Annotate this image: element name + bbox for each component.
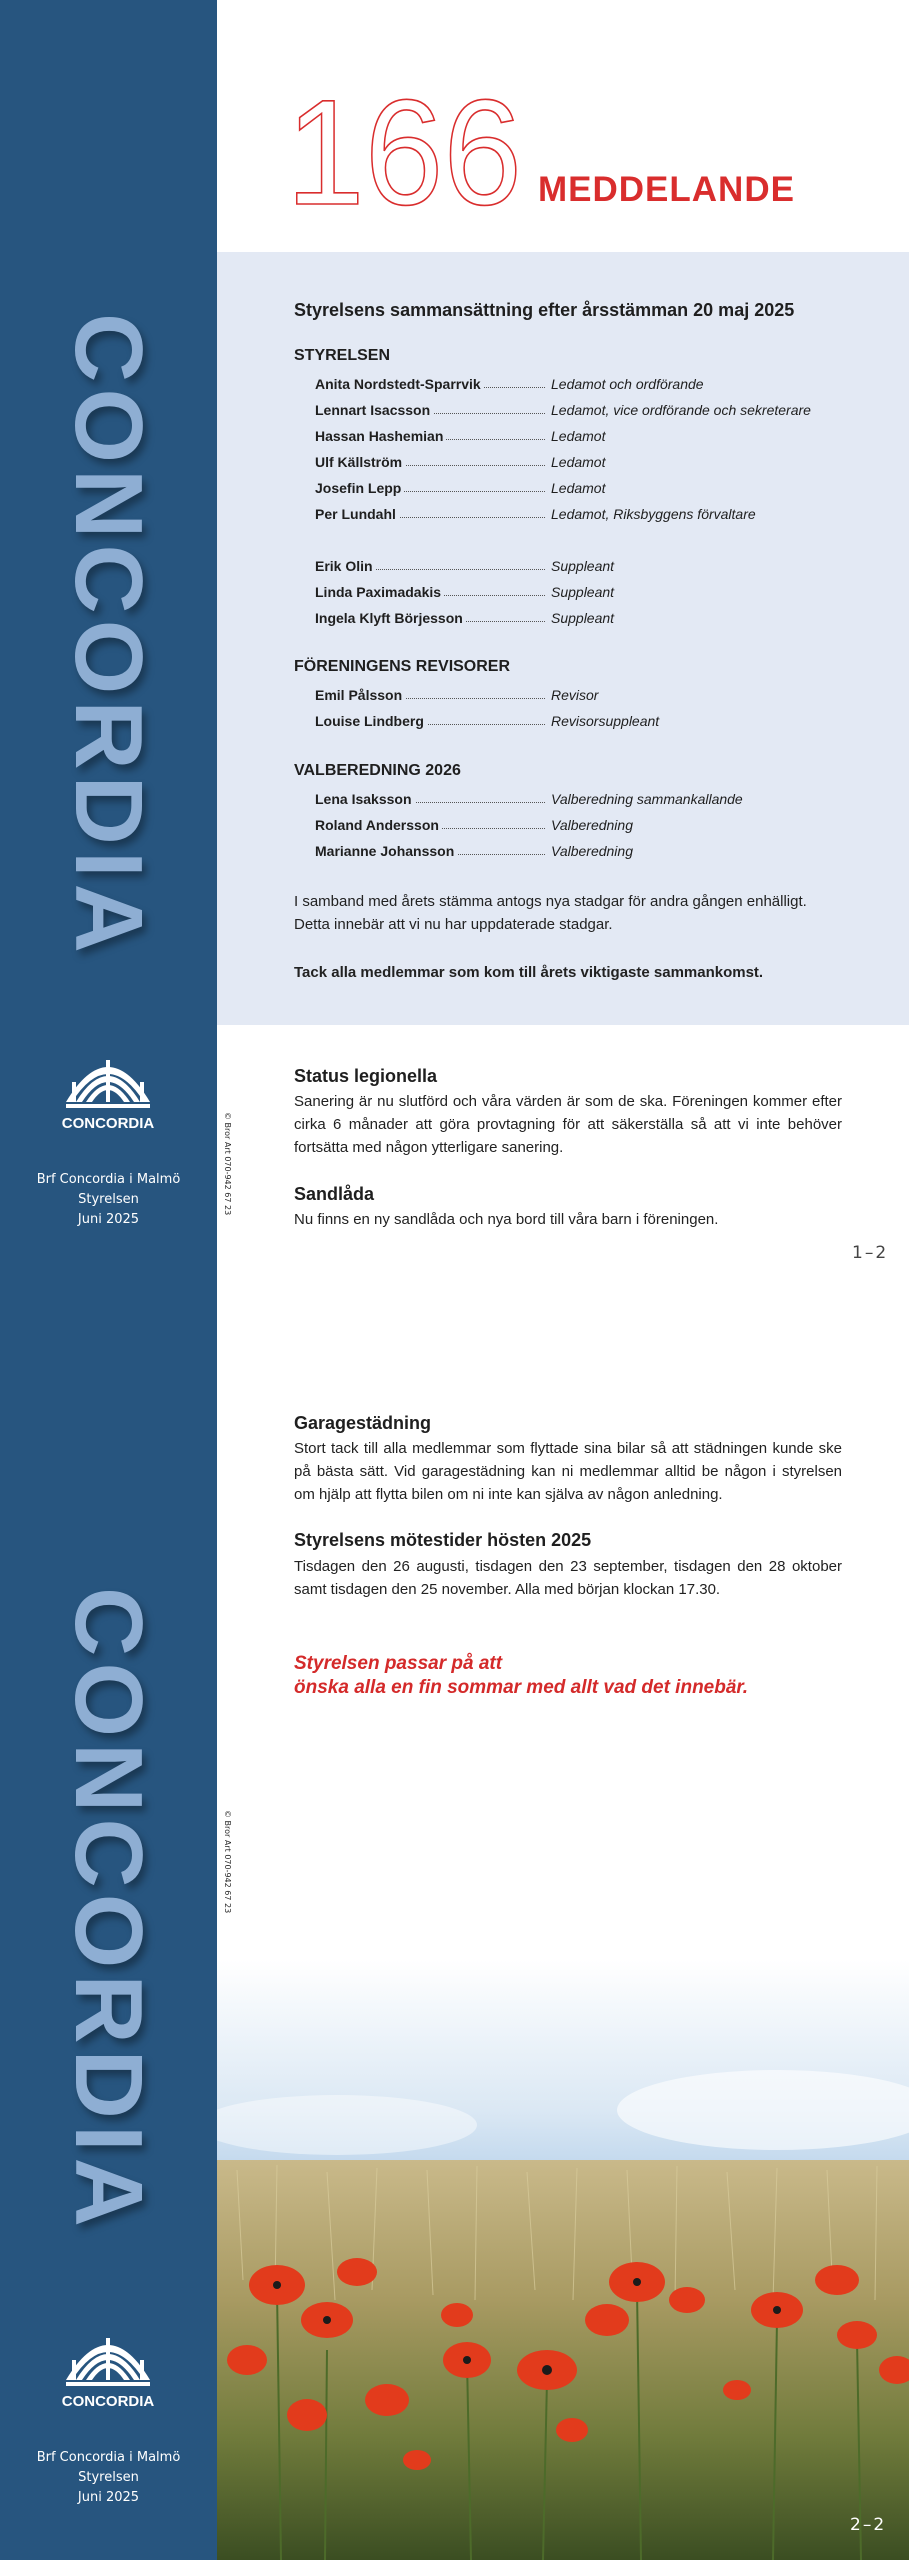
member-role: Valberedning: [551, 843, 633, 859]
member-role: Valberedning: [551, 817, 633, 833]
svg-text:166: 166: [286, 92, 522, 220]
page-number: 2–2: [850, 2515, 887, 2535]
member-role: Suppleant: [551, 584, 615, 600]
member-row: [315, 815, 875, 835]
copyright-note: © Bror Art 070-942 67 23: [223, 1810, 232, 1914]
member-row: [315, 685, 875, 705]
member-name: Erik Olin: [315, 556, 376, 576]
member-name: Roland Andersson: [315, 815, 442, 835]
closing-line: önska alla en fin sommar med allt vad det innebär.: [294, 1677, 749, 1698]
org-board: Styrelsen: [78, 1192, 139, 1207]
member-role: Ledamot, Riksbyggens förvaltare: [551, 506, 756, 522]
member-row: [315, 711, 875, 731]
member-row: [315, 789, 875, 809]
statutes-text: I samband med årets stämma antogs nya stadgar för andra gången enhälligt. Detta innebär att vi nu har uppdaterade stadgar.: [294, 893, 807, 933]
member-role: Ledamot och ordförande: [551, 376, 704, 392]
member-role: Ledamot: [551, 480, 606, 496]
article-text: Stort tack till alla medlemmar som flyttade sina bilar så att städningen kunde ske på bästa sätt. Vid garagestädning kan ni medlemmar alltid be någon i styrelsen om hjälp att flytta bilen om ni inte kan själva av någon anledning.: [294, 1440, 842, 1503]
brand-word-top: CONCORDIA: [55, 313, 162, 959]
page-title: MEDDELANDE: [538, 170, 795, 209]
member-name: Josefin Lepp: [315, 478, 404, 498]
org-date: Juni 2025: [77, 2490, 140, 2505]
article-title: Status legionella: [294, 1066, 438, 1086]
member-name: Hassan Hashemian: [315, 426, 446, 446]
member-row: [315, 452, 875, 472]
member-row: [315, 478, 875, 498]
member-role: Ledamot: [551, 454, 606, 470]
member-name: Ingela Klyft Börjesson: [315, 608, 466, 628]
member-name: Marianne Johansson: [315, 841, 457, 861]
member-role: Revisorsuppleant: [551, 713, 660, 729]
svg-text:CONCORDIA: CONCORDIA: [61, 2393, 155, 2410]
member-row: [315, 504, 875, 524]
org-board: Styrelsen: [78, 2470, 139, 2485]
org-name: Brf Concordia i Malmö: [36, 1172, 181, 1187]
member-name: Lennart Isacsson: [315, 400, 433, 420]
member-role: Ledamot, vice ordförande och sekreterare: [551, 402, 811, 418]
member-role: Valberedning sammankallande: [551, 791, 743, 807]
member-name: Lena Isaksson: [315, 789, 415, 809]
member-role: Suppleant: [551, 558, 615, 574]
member-row: [315, 426, 875, 446]
org-date: Juni 2025: [77, 1212, 140, 1227]
member-name: Ulf Källström: [315, 452, 405, 472]
member-name: Anita Nordstedt-Sparrvik: [315, 374, 484, 394]
article-text: Nu finns en ny sandlåda och nya bord till våra barn i föreningen.: [294, 1211, 719, 1228]
svg-text:CONCORDIA: CONCORDIA: [61, 1115, 155, 1132]
copyright-note: © Bror Art 070-942 67 23: [223, 1112, 232, 1216]
member-name: Linda Paximadakis: [315, 582, 444, 602]
sidebar: [0, 0, 217, 2560]
section-title-valberedning: VALBEREDNING 2026: [294, 762, 461, 779]
brand-word-bottom: CONCORDIA: [55, 1587, 162, 2233]
org-info-bottom: [0, 2448, 217, 2508]
concordia-logo-icon: [58, 1040, 158, 1136]
closing-line: Styrelsen passar på att: [294, 1653, 503, 1674]
member-name: Louise Lindberg: [315, 711, 427, 731]
member-row: [315, 841, 875, 861]
member-name: Emil Pålsson: [315, 685, 405, 705]
page-number: 1–2: [852, 1243, 889, 1263]
member-row: [315, 400, 875, 420]
concordia-logo-icon: [58, 2318, 158, 2414]
thanks-text: Tack alla medlemmar som kom till årets viktigaste sammankomst.: [294, 964, 764, 981]
article-title: Sandlåda: [294, 1184, 375, 1204]
org-name: Brf Concordia i Malmö: [36, 2450, 181, 2465]
member-role: Ledamot: [551, 428, 606, 444]
issue-number: [286, 92, 534, 220]
article-title: Styrelsens mötestider hösten 2025: [294, 1530, 592, 1550]
article-title: Garagestädning: [294, 1413, 432, 1433]
section-title-revisorer: FÖRENINGENS REVISORER: [294, 658, 511, 675]
closing-greeting: [294, 1652, 854, 1700]
member-row: [315, 582, 875, 602]
member-role: Suppleant: [551, 610, 615, 626]
member-name: Per Lundahl: [315, 504, 399, 524]
section-title-styrelsen: STYRELSEN: [294, 347, 391, 364]
org-info-top: [0, 1170, 217, 1230]
member-row: [315, 608, 875, 628]
member-row: [315, 556, 875, 576]
member-role: Revisor: [551, 687, 599, 703]
poppy-field-image: [217, 1960, 909, 2560]
board-heading: Styrelsens sammansättning efter årsstämman 20 maj 2025: [294, 300, 795, 320]
member-row: [315, 374, 875, 394]
article-text: Sanering är nu slutförd och våra värden är som de ska. Föreningen kommer efter cirka 6 månader att göra provtagning för att säkerställa så att vi inte behöver fortsätta med någon ytterligare sanering.: [294, 1093, 842, 1156]
article-text: Tisdagen den 26 augusti, tisdagen den 23 september, tisdagen den 28 oktober samt tisdagen den 25 november. Alla med början klockan 17.30.: [294, 1558, 842, 1598]
